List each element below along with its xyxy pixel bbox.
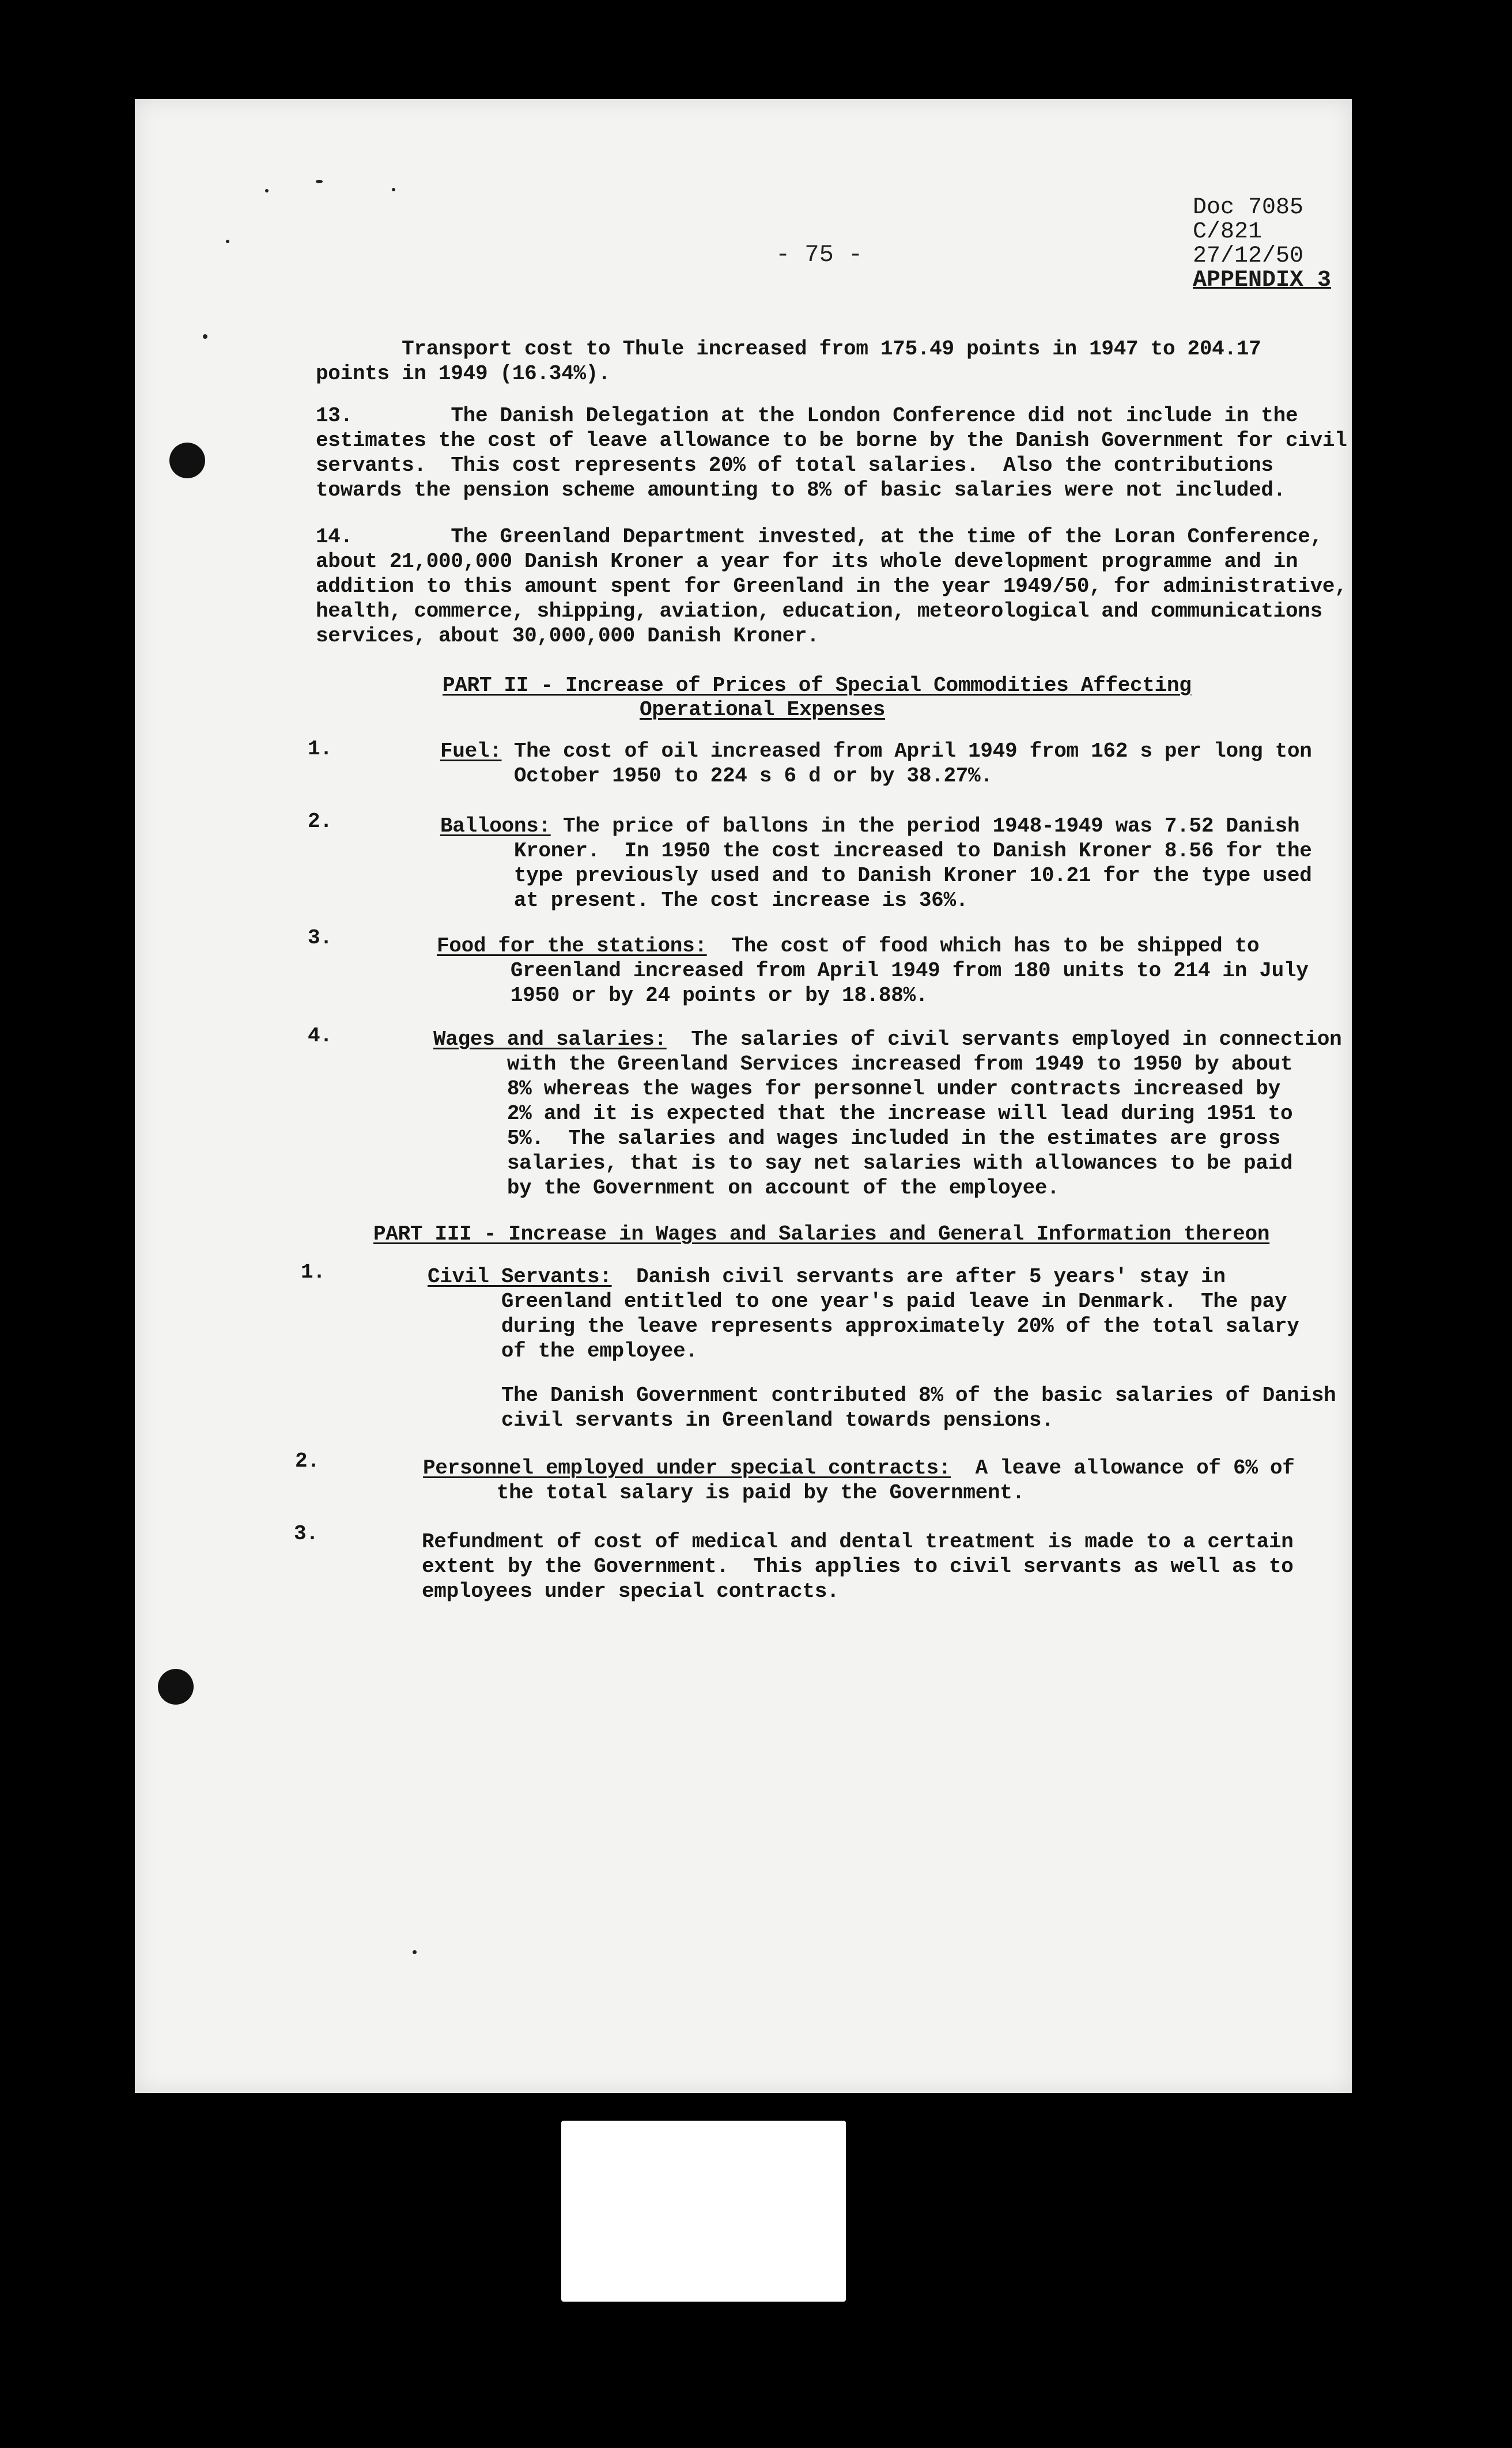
part3-item-3-number: 3. <box>294 1522 319 1546</box>
text-line: A leave allowance of 6% of <box>951 1456 1295 1480</box>
item-title: Personnel employed under special contracts: <box>423 1456 951 1480</box>
speck <box>226 240 229 243</box>
text-line: estimates the cost of leave allowance to be borne by the Danish Government for civil <box>316 429 1347 452</box>
doc-date: 27/12/50 <box>1193 243 1304 269</box>
doc-ref: Doc 7085 <box>1193 195 1304 221</box>
part3-item-2 <box>423 1456 1295 1505</box>
part3-item-2-number: 2. <box>295 1449 320 1473</box>
appendix-label: APPENDIX 3 <box>1193 267 1332 293</box>
reference-block <box>1193 196 1331 293</box>
text-line: addition to this amount spent for Greenland in the year 1949/50, for administrative, <box>316 575 1347 598</box>
part2-item-2 <box>440 814 1312 913</box>
part2-item-4-number: 4. <box>308 1024 332 1048</box>
text-line: The cost of oil increased from April 1949 from 162 s per long ton <box>501 739 1312 763</box>
text-line: salaries, that is to say net salaries with allowances to be paid <box>433 1151 1293 1175</box>
text-line: Transport cost to Thule increased from 175.49 points in 1947 to 204.17 <box>316 337 1261 361</box>
text-line: The salaries of civil servants employed in connection <box>666 1027 1342 1051</box>
part3-item-1-number: 1. <box>301 1260 326 1284</box>
text-line: The price of ballons in the period 1948-1949 was 7.52 Danish <box>550 814 1300 838</box>
text-line: Greenland entitled to one year's paid leave in Denmark. The pay <box>428 1290 1287 1313</box>
text-line: Refundment of cost of medical and dental treatment is made to a certain <box>422 1530 1294 1554</box>
item-title: Balloons: <box>440 814 551 838</box>
text-line: Greenland increased from April 1949 from 180 units to 214 in July <box>437 959 1309 983</box>
text-line: towards the pension scheme amounting to 8% of basic salaries were not included. <box>316 478 1286 502</box>
part2-item-4 <box>433 1027 1341 1200</box>
text-line: extent by the Government. This applies to civil servants as well as to <box>422 1555 1294 1578</box>
punch-hole <box>158 1669 194 1705</box>
text-line: points in 1949 (16.34%). <box>316 362 611 386</box>
part2-item-3-number: 3. <box>308 926 332 950</box>
text-line: 1950 or by 24 points or by 18.88%. <box>437 984 928 1007</box>
text-line: The Danish Government contributed 8% of the basic salaries of Danish <box>428 1384 1336 1407</box>
text-line: 14. The Greenland Department invested, at the time of the Loran Conference, <box>316 525 1322 549</box>
paragraph-14 <box>316 524 1347 648</box>
part3-item-1-extra <box>428 1383 1336 1433</box>
text-line: 2% and it is expected that the increase will lead during 1951 to <box>433 1102 1293 1125</box>
part2-heading <box>443 673 1192 698</box>
text-line: The cost of food which has to be shipped to <box>706 934 1260 958</box>
text-line: about 21,000,000 Danish Kroner a year for its whole development programme and in <box>316 550 1298 573</box>
text-line: with the Greenland Services increased from 1949 to 1950 by about <box>433 1052 1293 1076</box>
text-line: the total salary is paid by the Government. <box>423 1481 1025 1505</box>
text-line: during the leave represents approximately 20% of the total salary <box>428 1314 1299 1338</box>
text-line: 13. The Danish Delegation at the London Conference did not include in the <box>316 404 1298 428</box>
item-title: Fuel: <box>440 739 502 763</box>
paragraph-13 <box>316 403 1347 503</box>
file-ref: C/821 <box>1193 219 1262 245</box>
part2-item-2-number: 2. <box>308 810 332 833</box>
item-title: Civil Servants: <box>428 1265 612 1289</box>
text-line: services, about 30,000,000 Danish Kroner. <box>316 624 819 648</box>
heading-line: PART II - Increase of Prices of Special Commodities Affecting <box>443 674 1192 697</box>
archive-label-card <box>561 2121 846 2302</box>
part2-heading-cont <box>640 697 885 722</box>
text-line: type previously used and to Danish Kroner 10.21 for the type used <box>440 864 1312 887</box>
heading-line: Operational Expenses <box>640 698 886 721</box>
part2-item-1-number: 1. <box>308 737 332 761</box>
punch-hole <box>169 443 205 478</box>
text-line: at present. The cost increase is 36%. <box>440 889 969 912</box>
item-title: Food for the stations: <box>437 934 707 958</box>
item-title: Wages and salaries: <box>433 1027 667 1051</box>
part3-item-1 <box>428 1264 1299 1363</box>
paragraph-transport <box>316 337 1261 386</box>
speck <box>203 334 207 339</box>
speck <box>316 180 323 183</box>
part2-item-3 <box>437 934 1309 1008</box>
part3-heading <box>373 1222 1269 1246</box>
part2-item-1 <box>440 739 1312 788</box>
text-line: employees under special contracts. <box>422 1580 840 1603</box>
text-line: of the employee. <box>428 1339 698 1363</box>
page-number: - 75 - <box>776 241 863 269</box>
speck <box>392 188 395 191</box>
text-line: October 1950 to 224 s 6 d or by 38.27%. <box>440 764 993 788</box>
part3-item-3 <box>422 1529 1294 1604</box>
text-line: 5%. The salaries and wages included in the estimates are gross <box>433 1127 1280 1150</box>
text-line: 8% whereas the wages for personnel under contracts increased by <box>433 1077 1280 1101</box>
speck <box>265 189 269 192</box>
text-line: Danish civil servants are after 5 years' stay in <box>611 1265 1226 1289</box>
text-line: Kroner. In 1950 the cost increased to Danish Kroner 8.56 for the <box>440 839 1312 863</box>
text-line: civil servants in Greenland towards pensions. <box>428 1408 1054 1432</box>
speck <box>413 1950 417 1954</box>
heading-line: PART III - Increase in Wages and Salaries and General Information thereon <box>373 1222 1270 1246</box>
text-line: health, commerce, shipping, aviation, education, meteorological and communications <box>316 599 1322 623</box>
text-line: by the Government on account of the employee. <box>433 1176 1060 1200</box>
text-line: servants. This cost represents 20% of total salaries. Also the contributions <box>316 454 1273 477</box>
